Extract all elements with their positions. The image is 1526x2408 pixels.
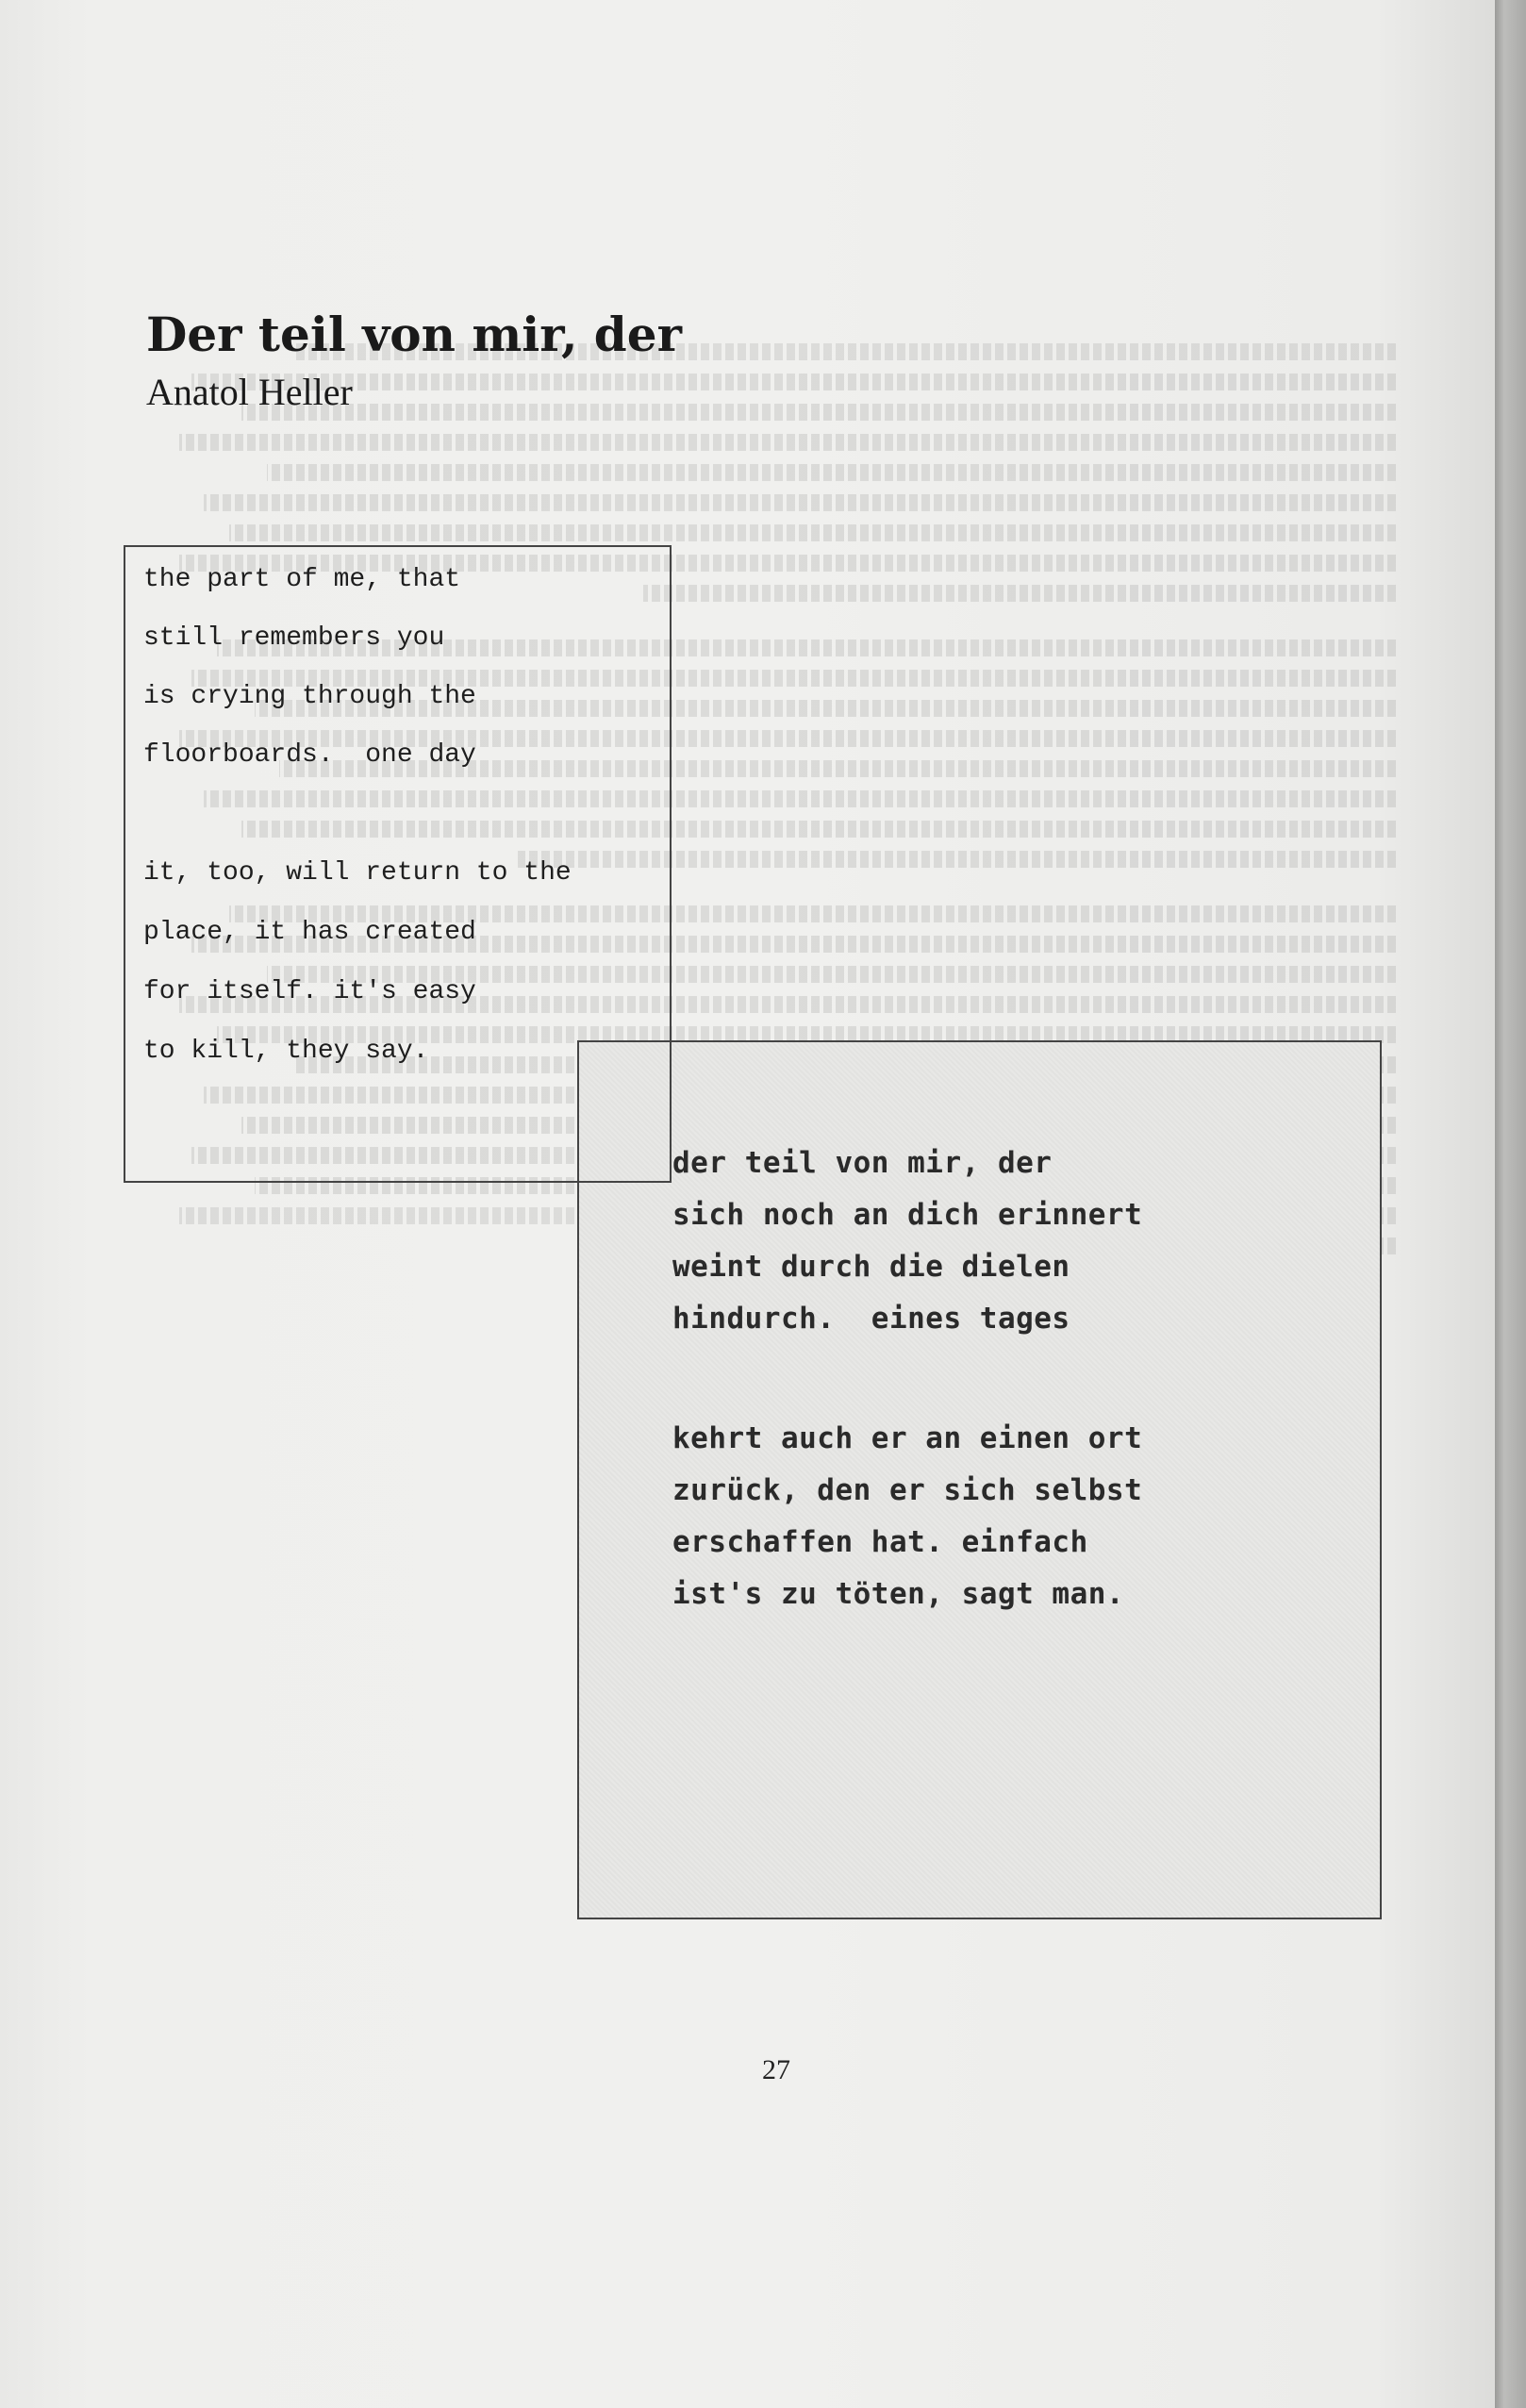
german-line: zurück, den er sich selbst (672, 1473, 1143, 1507)
german-line: weint durch die dielen (672, 1250, 1070, 1284)
english-line: to kill, they say. (143, 1037, 429, 1066)
english-line: it, too, will return to the (143, 858, 572, 888)
page-number: 27 (762, 2054, 790, 2085)
german-line: ist's zu töten, sagt man. (672, 1577, 1125, 1611)
english-line: is crying through the (143, 682, 476, 711)
english-line: still remembers you (143, 623, 445, 653)
german-line: sich noch an dich erinnert (672, 1198, 1143, 1232)
poem-author: Anatol Heller (146, 371, 353, 413)
english-line: floorboards. one day (143, 740, 476, 770)
german-line: der teil von mir, der (672, 1146, 1053, 1180)
german-line: hindurch. eines tages (672, 1302, 1070, 1336)
german-line: erschaffen hat. einfach (672, 1525, 1088, 1559)
german-line: kehrt auch er an einen ort (672, 1421, 1143, 1455)
poem-title: Der teil von mir, der (146, 307, 682, 362)
english-line: for itself. it's easy (143, 977, 476, 1006)
english-line: the part of me, that (143, 565, 461, 594)
english-line: place, it has created (143, 918, 476, 947)
page-edge (1495, 0, 1526, 2408)
